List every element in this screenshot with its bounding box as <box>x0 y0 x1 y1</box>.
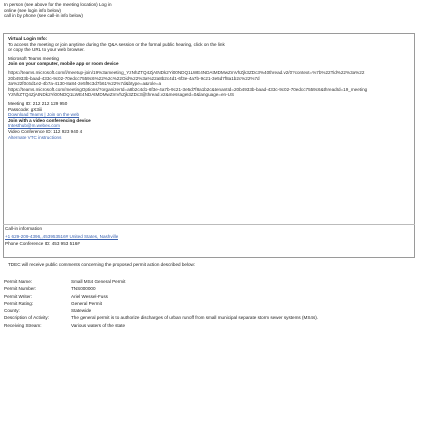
detail-row <box>4 294 434 300</box>
teams-meeting-name: Microsoft Teams meeting <box>8 55 59 61</box>
detail-label: County: <box>4 308 20 314</box>
detail-label: Permit Rating: <box>4 300 34 306</box>
detail-label: Receiving Stream: <box>4 322 42 328</box>
detail-value: The general permit is to authorize discharges of urban runoff from small municipal separate storm sewer systems (MS4s). <box>71 315 319 321</box>
detail-value: General Permit <box>71 300 102 306</box>
detail-value: Ariel Wessel-Fuss <box>71 293 108 299</box>
detail-label: Permit Writer: <box>4 293 32 299</box>
video-conf-heading: Join with a video conferencing device <box>8 117 91 123</box>
meeting-url-line[interactable]: https://teams.microsoft.com/l/meetup-join/19%3ameeting_YzNhZTQ4ZjAtNDk2Yi00NDQ1LWE4NDAtMDMwZmVhZjk3ZDc3%40thread.v2/0?context=%7b%22Tid%22%3a%22 <box>8 69 365 75</box>
detail-value: TNS000000 <box>71 286 96 292</box>
virtual-login-intro-1: To access the meeting or join anytime during the Q&A session or the formal public hearing, click on the link <box>8 41 225 47</box>
detail-row <box>4 286 434 292</box>
detail-value: Statewide <box>71 308 92 314</box>
detail-row <box>4 308 434 314</box>
permit-details <box>4 279 434 330</box>
alt-vtc-link[interactable]: Alternate VTC instructions <box>8 134 62 140</box>
meeting-url-line[interactable]: 20b4933b-baad-433c-9c02-70edcc7559c6%22%2c%22Oid%22%3a%22a8b2c4d1-6f3e-4a7b-9c21-3e5d7f8a1b2c%22%7d <box>8 75 260 81</box>
meeting-url-line[interactable]: 3a%22f0c6d1e2-4b7a-4130-8a84-2e5f9c3d7b61%22%7d&btype=a&role=a <box>8 81 161 87</box>
virtual-login-intro-2: or copy the URL to your web browser. <box>8 47 85 53</box>
meeting-id: Meeting ID: 212 212 129 950 <box>8 100 68 106</box>
tdec-note: TDEC will receive public comments concerning the proposed permit action described below: <box>8 262 196 267</box>
video-conf-email[interactable]: tntesthub@m.webex.com <box>8 123 60 129</box>
callin-conf-id: Phone Conference ID: 453 953 516# <box>5 241 80 246</box>
meeting-url-line[interactable]: https://teams.microsoft.com/meetingOptions/?organizerId=a8b2c4d1-6f3e-4a7b-9c21-3e5d7f8a1b2c&tenantId=20b4933b-baad-433c-9c02-70edcc7559c6&threadId=19_meeting <box>8 86 368 92</box>
detail-label: Permit Name: <box>4 279 33 284</box>
virtual-login-heading: Virtual Login Info: <box>8 36 48 41</box>
download-teams-link[interactable]: Download Teams | Join on the web <box>8 112 80 118</box>
callin-number-link[interactable]: +1 629-209-4396,,453953516# United States, Nashville <box>5 234 119 239</box>
attendance-options <box>4 2 404 19</box>
option-online: online (see login info below) <box>4 7 61 13</box>
detail-value: Various waters of the state <box>71 322 126 328</box>
callin-heading: Call-in information <box>5 226 43 231</box>
passcode: Passcode: gX3iii <box>8 106 42 112</box>
detail-row <box>4 301 434 307</box>
detail-value: Small MS4 General Permit <box>71 279 126 284</box>
meeting-url[interactable] <box>8 70 410 98</box>
detail-row <box>4 279 434 285</box>
meeting-url-line[interactable]: YzNhZTQ4ZjAtNDk2Yi00NDQ1LWE4NDAtMDMwZmVhZjk3ZDc3@thread.v2&messageId=0&language=en-US <box>8 92 235 98</box>
detail-label: Permit Number: <box>4 286 37 292</box>
option-call-in: call in by phone (see call-in info below) <box>4 13 83 19</box>
video-conf-id: Video Conference ID: 112 923 940 4 <box>8 128 83 134</box>
detail-label: Description of Activity: <box>4 315 49 321</box>
option-in-person: In person (see above for the meeting location) Log in <box>4 2 112 7</box>
detail-row <box>4 323 434 329</box>
join-computer-heading: Join on your computer, mobile app or room device <box>8 61 119 67</box>
detail-row <box>4 315 434 321</box>
